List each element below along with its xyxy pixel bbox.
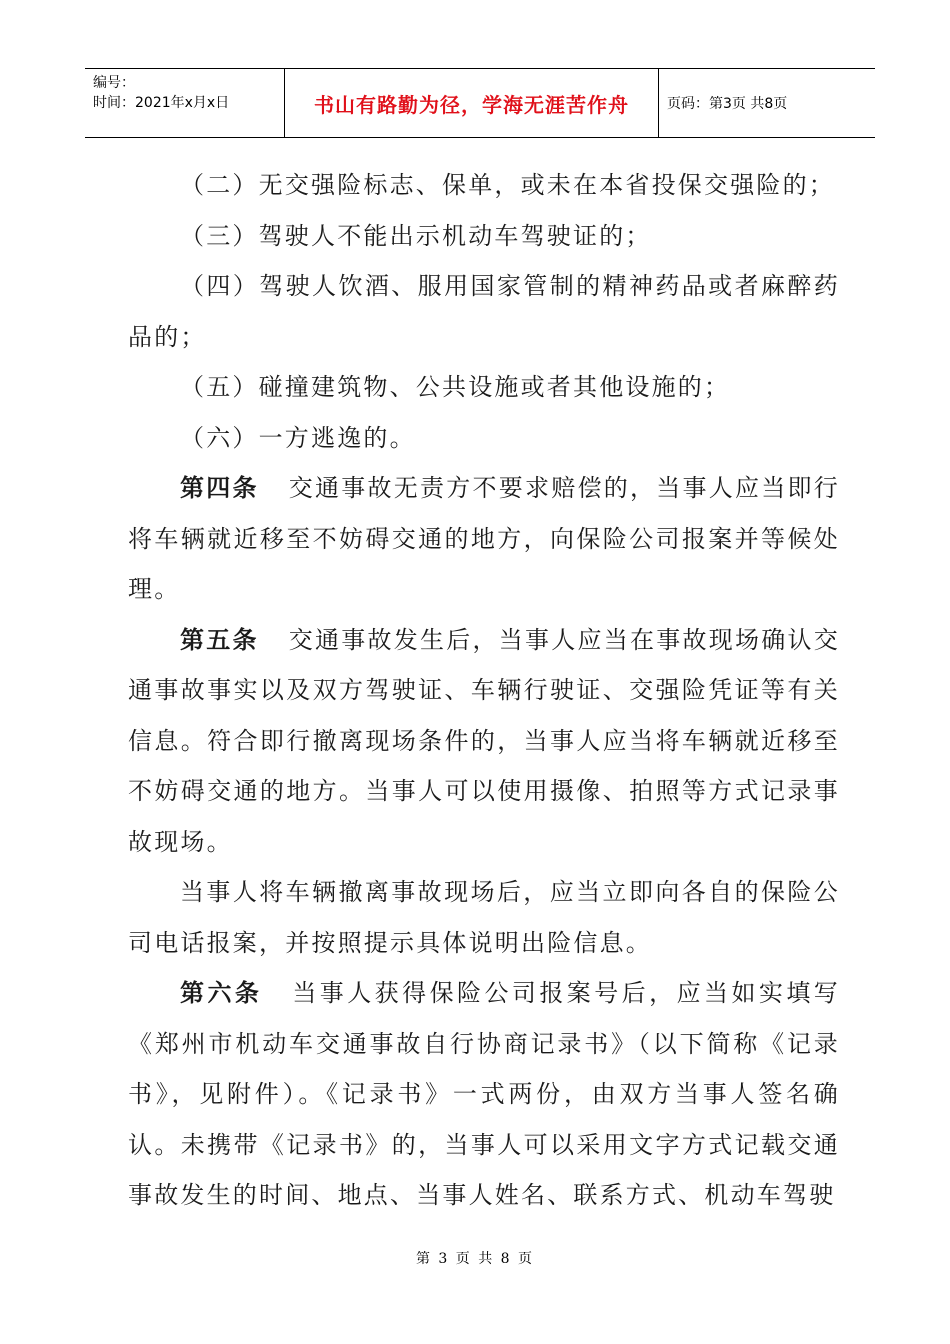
document-body <box>128 160 840 1221</box>
header-page-label: 页码：第3页 共8页 <box>667 96 788 112</box>
header-meta <box>85 69 285 137</box>
page-footer: 第 3 页 共 8 页 <box>415 1251 535 1267</box>
article-6 <box>128 968 840 1221</box>
article-title: 第五条 <box>180 625 259 654</box>
list-item: （六）一方逃逸的。 <box>180 423 416 452</box>
list-item: （三）驾驶人不能出示机动车驾驶证的； <box>180 221 652 250</box>
article-text: 当事人将车辆撤离事故现场后，应当立即向各自的保险公司电话报案，并按照提示具体说明出险信息。 <box>128 878 840 957</box>
header-motto: 书山有路勤为径，学海无涯苦作舟 <box>285 69 659 137</box>
list-item: （四）驾驶人饮酒、服用国家管制的精神药品或者麻醉药品的； <box>128 272 840 351</box>
list-item: （二）无交强险标志、保单，或未在本省投保交强险的； <box>180 171 835 199</box>
article-5-paragraph-2 <box>128 867 840 968</box>
article-text: 当事人获得保险公司报案号后，应当如实填写《郑州市机动车交通事故自行协商记录书》（以下简称《记录书》，见附件）。《记录书》一式两份，由双方当事人签名确认。未携带《记录书》的，当事人可以采用文字方式记载交通事故发生的时间、地点、当事人姓名、联系方式、机动车驾驶 <box>128 979 840 1209</box>
article-title: 第四条 <box>180 474 259 502</box>
page-header <box>85 68 875 138</box>
article-text: 交通事故发生后，当事人应当在事故现场确认交通事故事实以及双方驾驶证、车辆行驶证、交强险凭证等有关信息。符合即行撤离现场条件的，当事人应当将车辆就近移至不妨碍交通的地方。当事人可以使用摄像、拍照等方式记录事故现场。 <box>128 625 840 856</box>
time-label: 时间：2021年x月x日 <box>93 95 230 111</box>
article-text: 交通事故无责方不要求赔偿的，当事人应当即行将车辆就近移至不妨碍交通的地方，向保险公司报案并等候处理。 <box>128 474 840 603</box>
article-title: 第六条 <box>180 979 263 1007</box>
number-label: 编号： <box>93 75 135 91</box>
article-5 <box>128 615 840 868</box>
article-4 <box>128 463 840 615</box>
list-item: （五）碰撞建筑物、公共设施或者其他设施的； <box>180 373 731 401</box>
